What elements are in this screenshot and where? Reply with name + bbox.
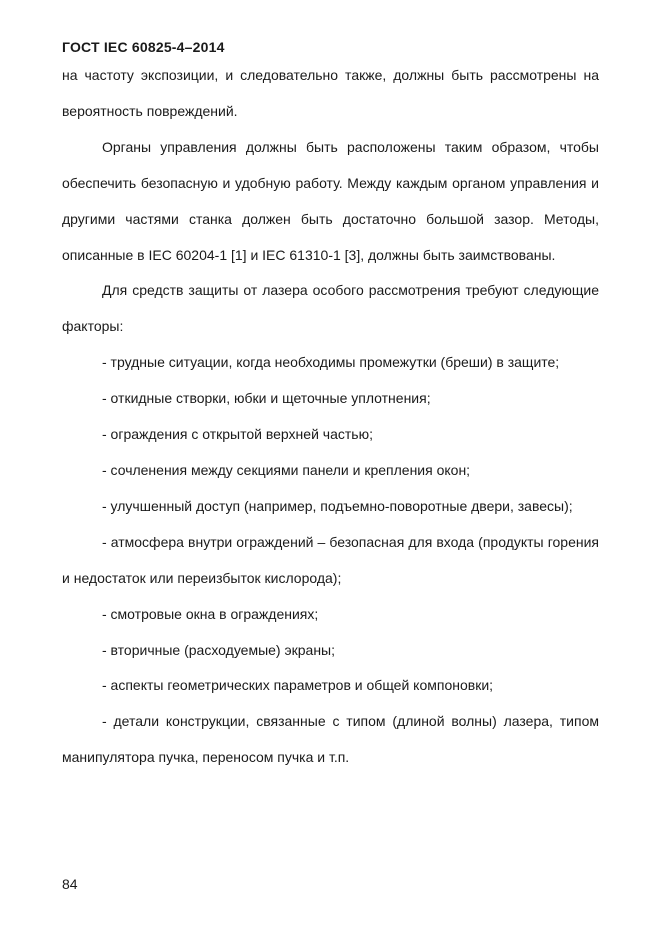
document-body: [62, 58, 599, 776]
list-item: - улучшенный доступ (например, подъемно-поворотные двери, завесы);: [102, 497, 573, 514]
document-header: ГОСТ IEC 60825-4–2014: [62, 39, 225, 55]
page-number: 84: [62, 876, 78, 892]
paragraph-factors-intro: Для средств защиты от лазера особого рассмотрения требуют следующие факторы:: [62, 282, 599, 335]
list-item: - смотровые окна в ограждениях;: [102, 605, 319, 622]
list-item: - детали конструкции, связанные с типом (длиной волны) лазера, типом манипулятора пучка, переносом пучка и т.п.: [62, 713, 599, 766]
paragraph-continuation: на частоту экспозиции, и следовательно также, должны быть рассмотрены на вероятность повреждений.: [62, 67, 599, 119]
paragraph-controls: Органы управления должны быть расположены таким образом, чтобы обеспечить безопасную и удобную работу. Между каждым органом управления и другими частями станка должен быть достаточно большой зазор. Методы, описанные в IEC 60204-1 [1] и IEC 61310-1 [3], должны быть заимствованы.: [62, 138, 599, 263]
list-item: - откидные створки, юбки и щеточные уплотнения;: [102, 390, 431, 407]
list-item: - сочленения между секциями панели и крепления окон;: [102, 461, 471, 478]
list-item: - вторичные (расходуемые) экраны;: [102, 641, 335, 658]
list-item: - трудные ситуации, когда необходимы промежутки (бреши) в защите;: [102, 354, 560, 371]
list-item: - аспекты геометрических параметров и общей компоновки;: [102, 677, 494, 694]
list-item: - атмосфера внутри ограждений – безопасная для входа (продукты горения и недостаток или переизбыток кислорода);: [62, 533, 599, 586]
list-item: - ограждения с открытой верхней частью;: [102, 426, 373, 443]
